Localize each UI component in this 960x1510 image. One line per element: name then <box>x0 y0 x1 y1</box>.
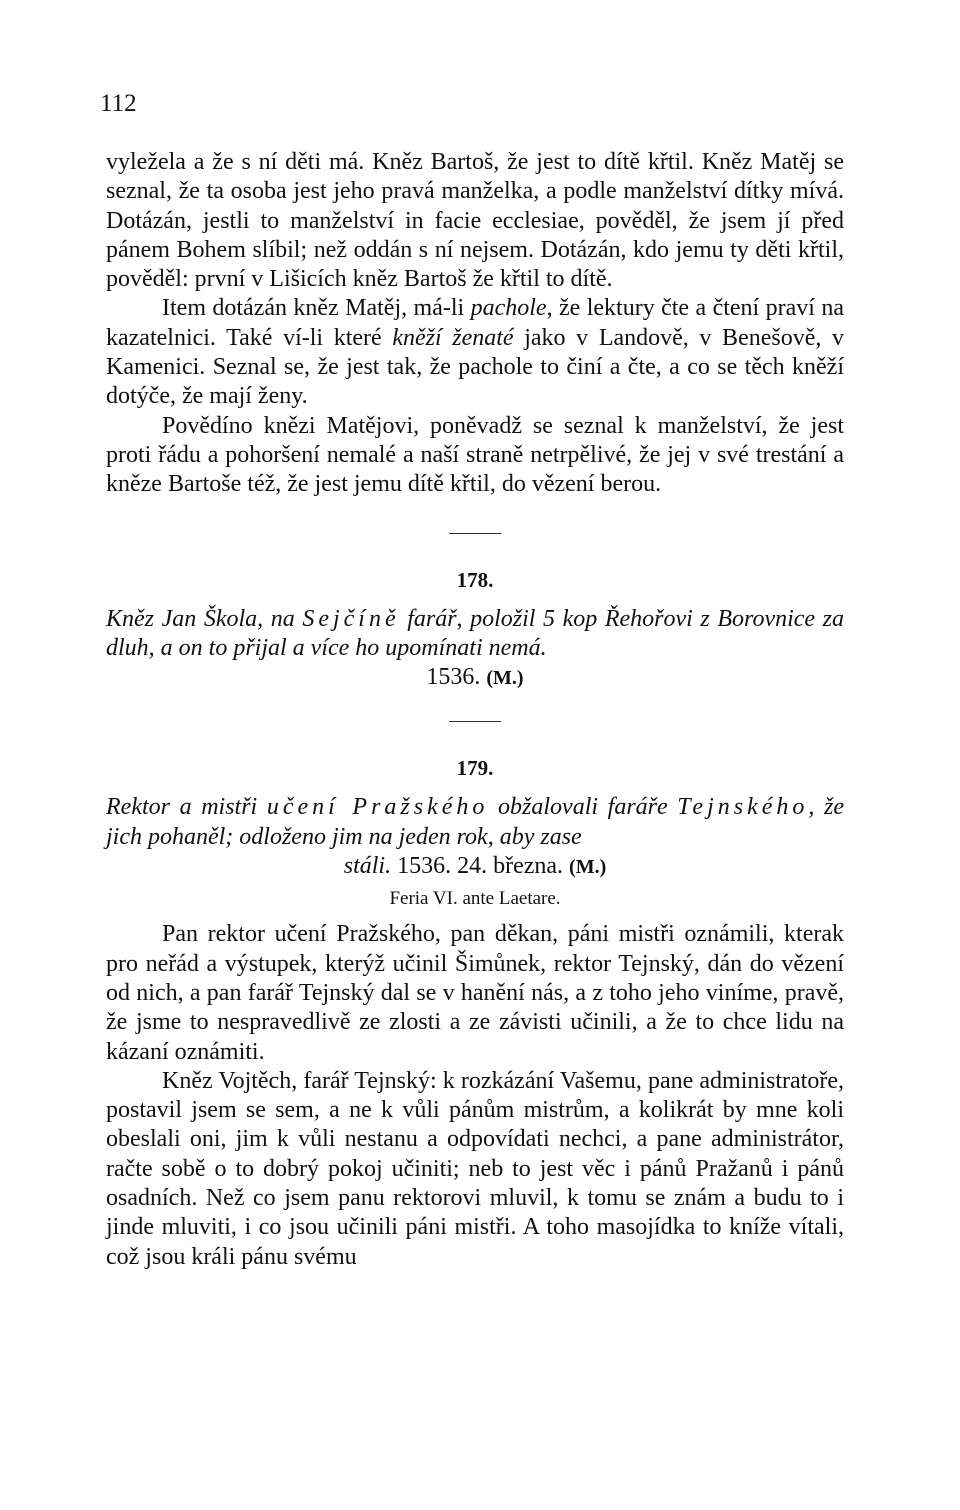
text-run: jako v Landově, v Benešově, v Kamenici. Seznal se, že jest tak, že pachole to činí a čte, a co se těch kněží dotýče, že mají ženy. <box>106 324 845 410</box>
spaced-words: učení Pražského <box>266 794 489 821</box>
separator-rule <box>449 721 501 722</box>
spaced-word: Tejnského <box>677 794 809 821</box>
line: vyležela a že s ní děti má. Kněz Bartoš, že jest to dítě křtil. <box>106 149 702 175</box>
page <box>100 90 845 1272</box>
doc-177-para-3: Povědíno knězi Matějovi, poněvadž se seznal k manželství, že jest proti řádu a pohoršení nemalé a naší straně netrpělivé, že jej v své trestání a kněze Bartoše též, že jest jemu dítě křtil, do vězení berou. <box>106 412 844 498</box>
source-mark: (M.) <box>569 856 607 879</box>
doc-179-para-2: Kněz Vojtěch, farář Tejnský: k rozkázání Vašemu, pane administratoře, postavil jsem se sem, a ne k vůli pánům mistrům, a kolikrát by mne koli obeslali oni, jim k vůli nestanu a odpovídati nechci, a pane administrátor, račte sobě o to dobrý pokoj učiniti; neb to jest věc i pánů Pražanů i pánů osadních. Než co jsem panu rektorovi mluvil, k tomu se znám a budu to i jinde mluviti, i co jsou učinili páni mistři. A toho masojídka to kníže vítali, což jsou králi pánu svému <box>106 1067 844 1270</box>
date: 1536. <box>426 664 487 691</box>
text-run: Kněz Jan Škola, na <box>106 605 303 632</box>
doc-178 <box>106 568 844 694</box>
text-run: Item dotázán kněz Matěj, má-li <box>162 295 471 322</box>
line: Kněz Matěj se seznal, že ta osoba jest jeho pravá manželka, <box>106 149 844 205</box>
date: 1536. 24. března. <box>391 853 570 880</box>
date-line <box>106 852 844 882</box>
italic-words: kněží ženaté <box>392 324 514 351</box>
regest <box>106 605 844 694</box>
separator-rule <box>449 533 501 534</box>
doc-179-para-1: Pan rektor učení Pražského, pan děkan, páni mistři oznámili, kterak pro neřád a výstupek, kterýž učinil Šimůnek, rektor Tejnský, dán do vězení od nich, a pan farář Tejnský dal se v hanění nás, a z toho jeho viníme, pravě, že jsme to nespravedlivě ze zlosti a ze závisti učinili, a že to chce lidu na kázaní oznámiti. <box>106 921 844 1065</box>
doc-179 <box>106 756 844 1271</box>
document-number: 178. <box>456 567 494 592</box>
text-run: farář, položil 5 kop Řehořovi z Borovnice za dluh, a on to přijal a více ho upomínati nemá. <box>106 605 844 661</box>
document-number: 179. <box>456 756 494 781</box>
italic-word: pachole <box>470 295 547 322</box>
spaced-word: Sejčíně <box>302 605 400 632</box>
source-mark: (M.) <box>486 667 524 690</box>
doc-177-para-2 <box>106 294 844 411</box>
text-run: stáli. <box>343 853 392 880</box>
feria-heading: Feria VI. ante Laetare. <box>389 888 561 910</box>
line: křtil, pověděl: první v Lišicích kněz Bartoš že křtil to dítě. <box>106 236 844 293</box>
regest <box>106 793 844 882</box>
doc-177-continuation <box>106 148 844 500</box>
date-line <box>106 663 844 693</box>
text-run: , že jich pohaněl; odloženo jim na jeden rok, aby zase <box>106 794 844 850</box>
doc-177-para-1 <box>106 148 844 294</box>
page-number: 112 <box>100 90 137 117</box>
line: a podle manželství dítky mívá. Dotázán, jestli to manželství <box>106 178 844 234</box>
text-run: , že lektury čte a čtení praví na kazatelnici. Také ví-li které <box>106 295 844 351</box>
text-run: obžalovali faráře <box>488 794 678 821</box>
text-run: Rektor a mistři <box>106 794 267 821</box>
line: slíbil; než oddán s ní nejsem. Dotázán, kdo jemu ty děti <box>252 236 798 263</box>
line: in facie ecclesiae, pověděl, že jsem jí před pánem Bohem <box>106 207 844 263</box>
